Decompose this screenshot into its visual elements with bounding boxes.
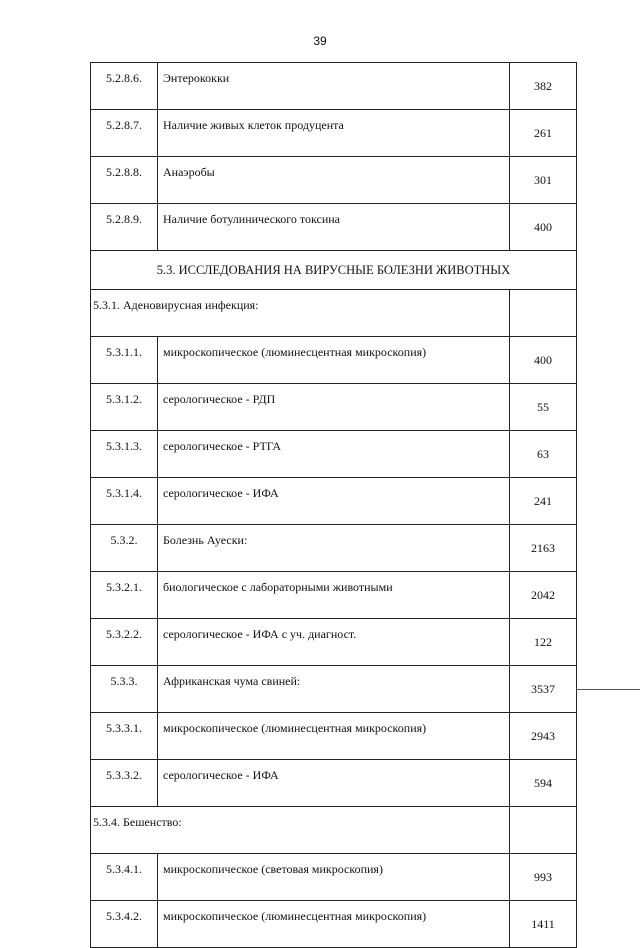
price-cell: 400: [510, 204, 577, 251]
price-cell: 594: [510, 760, 577, 807]
price-cell: 2163: [510, 525, 577, 572]
table-row: [91, 713, 577, 760]
code-cell: 5.3.3.: [91, 666, 158, 713]
table-row: [91, 431, 577, 478]
table-row: [91, 204, 577, 251]
price-cell: [510, 290, 577, 337]
price-cell: 63: [510, 431, 577, 478]
name-cell: Энтерококки: [158, 63, 510, 110]
price-cell: 301: [510, 157, 577, 204]
name-cell: серологическое - РТГА: [158, 431, 510, 478]
table-row: [91, 901, 577, 948]
name-cell: Болезнь Ауески:: [158, 525, 510, 572]
table-row: [91, 63, 577, 110]
price-cell: 993: [510, 854, 577, 901]
code-cell: 5.3.4.2.: [91, 901, 158, 948]
name-cell: микроскопическое (световая микроскопия): [158, 854, 510, 901]
code-cell: 5.2.8.9.: [91, 204, 158, 251]
name-cell: серологическое - РДП: [158, 384, 510, 431]
name-cell: микроскопическое (люминесцентная микроскопия): [158, 901, 510, 948]
code-cell: 5.2.8.6.: [91, 63, 158, 110]
group-title: 5.3.4. Бешенство:: [91, 807, 510, 854]
section-title: 5.3. ИССЛЕДОВАНИЯ НА ВИРУСНЫЕ БОЛЕЗНИ ЖИВОТНЫХ: [91, 251, 577, 290]
table-row: [91, 478, 577, 525]
code-cell: 5.3.2.2.: [91, 619, 158, 666]
table-row: [91, 337, 577, 384]
name-cell: Африканская чума свиней:: [158, 666, 510, 713]
name-cell: Наличие ботулинического токсина: [158, 204, 510, 251]
table-row: [91, 666, 577, 713]
name-cell: серологическое - ИФА: [158, 760, 510, 807]
code-cell: 5.3.1.4.: [91, 478, 158, 525]
name-cell: биологическое с лабораторными животными: [158, 572, 510, 619]
name-cell: Наличие живых клеток продуцента: [158, 110, 510, 157]
table-row: [91, 110, 577, 157]
code-cell: 5.3.1.2.: [91, 384, 158, 431]
code-cell: 5.3.1.1.: [91, 337, 158, 384]
price-cell: 3537: [510, 666, 577, 713]
table-body: [91, 63, 577, 948]
name-cell: микроскопическое (люминесцентная микроскопия): [158, 337, 510, 384]
group-title: 5.3.1. Аденовирусная инфекция:: [91, 290, 510, 337]
code-cell: 5.3.3.1.: [91, 713, 158, 760]
section-row: [91, 251, 577, 290]
price-table: [90, 62, 577, 948]
code-cell: 5.3.2.1.: [91, 572, 158, 619]
name-cell: серологическое - ИФА: [158, 478, 510, 525]
table-row: [91, 157, 577, 204]
price-cell: 261: [510, 110, 577, 157]
price-cell: 400: [510, 337, 577, 384]
code-cell: 5.3.2.: [91, 525, 158, 572]
table-row: [91, 525, 577, 572]
price-cell: 122: [510, 619, 577, 666]
group-row: [91, 290, 577, 337]
name-cell: серологическое - ИФА с уч. диагност.: [158, 619, 510, 666]
table-row: [91, 760, 577, 807]
table-row: [91, 619, 577, 666]
code-cell: 5.3.4.1.: [91, 854, 158, 901]
code-cell: 5.2.8.8.: [91, 157, 158, 204]
code-cell: 5.2.8.7.: [91, 110, 158, 157]
price-cell: [510, 807, 577, 854]
name-cell: микроскопическое (люминесцентная микроскопия): [158, 713, 510, 760]
scan-artifact-line: [576, 689, 640, 690]
price-cell: 55: [510, 384, 577, 431]
price-cell: 1411: [510, 901, 577, 948]
table-row: [91, 854, 577, 901]
price-cell: 382: [510, 63, 577, 110]
name-cell: Анаэробы: [158, 157, 510, 204]
group-row: [91, 807, 577, 854]
price-cell: 2042: [510, 572, 577, 619]
page-number: 39: [313, 34, 327, 48]
price-cell: 241: [510, 478, 577, 525]
table-row: [91, 572, 577, 619]
table-row: [91, 384, 577, 431]
code-cell: 5.3.1.3.: [91, 431, 158, 478]
price-cell: 2943: [510, 713, 577, 760]
code-cell: 5.3.3.2.: [91, 760, 158, 807]
